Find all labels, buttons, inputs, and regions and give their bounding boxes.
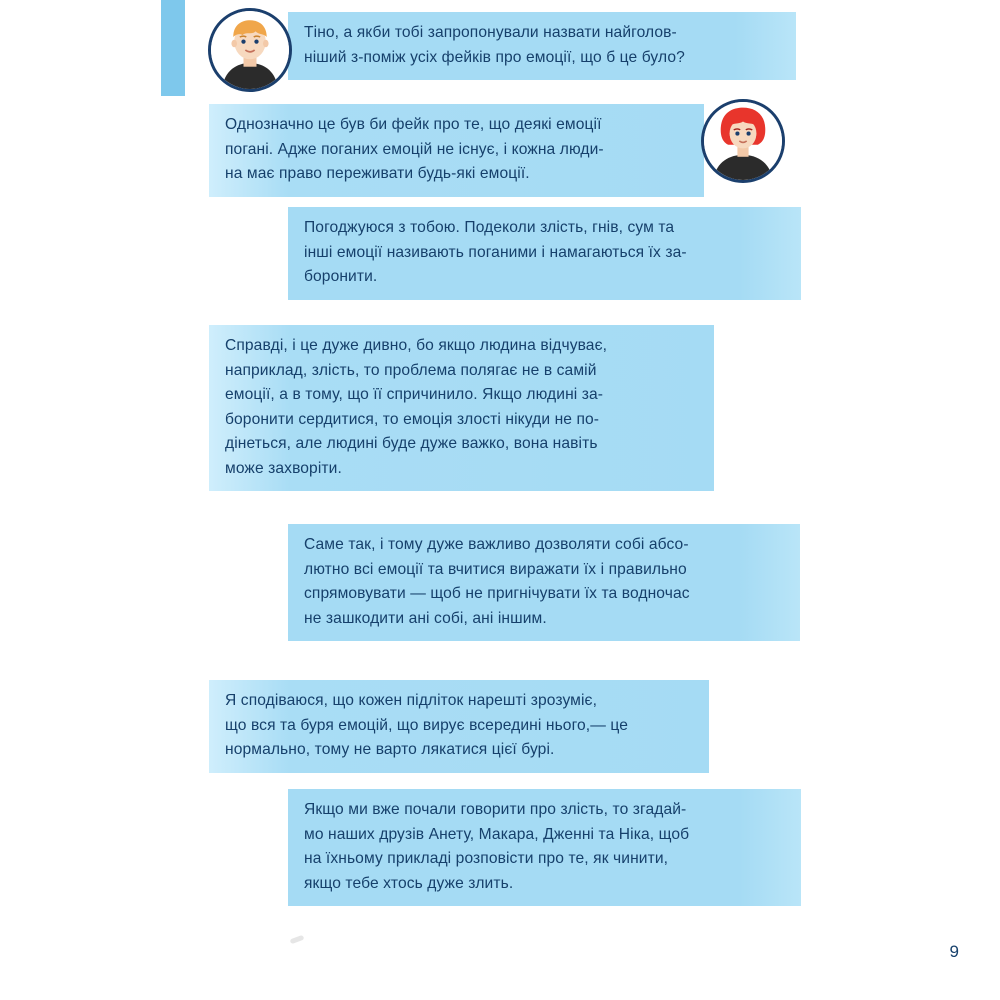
bubble-line: спрямовувати — щоб не пригнічувати їх та водночас: [304, 585, 690, 602]
chat-bubble-5: [288, 524, 800, 641]
bubble-line: дінеться, але людині буде дуже важко, вона навіть: [225, 435, 598, 452]
chat-bubble-6: [209, 680, 709, 773]
bubble-line: Саме так, і тому дуже важливо дозволяти собі абсо-: [304, 536, 689, 553]
bubble-line: що вся та буря емоцій, що вирує всередині нього,— це: [225, 716, 628, 734]
avatar-boy-illustration: [211, 11, 289, 89]
bubble-line: мо наших друзів Анету, Макара, Дженні та Ніка, щоб: [304, 825, 690, 843]
avatar-girl-illustration: [704, 102, 782, 180]
avatar-girl-red-hair: [701, 99, 785, 183]
bubble-line: Справді, і це дуже дивно, бо якщо людина відчуває,: [225, 337, 608, 354]
page-number: 9: [949, 942, 959, 961]
bubble-line: якщо тебе хтось дуже злить.: [304, 874, 514, 892]
pencil-smudge: [290, 935, 305, 944]
bubble-line: на їхньому прикладі розповісти про те, як чинити,: [304, 850, 669, 867]
page-edge-strip-top: [161, 0, 185, 96]
bubble-line: Погоджуюся з тобою. Подеколи злість, гнів, сум та: [304, 219, 675, 236]
page-edge-strip-body: [161, 96, 185, 1000]
bubble-line: лютно всі емоції та вчитися виражати їх і правильно: [304, 560, 687, 578]
bubble-line: інші емоції називають поганими і намагаються їх за-: [304, 243, 687, 261]
chat-bubble-1: [288, 12, 796, 80]
chat-bubble-3: [288, 207, 801, 300]
bubble-line: емоції, а в тому, що її спричинило. Якщо людині за-: [225, 386, 604, 403]
chat-bubble-7: [288, 789, 801, 906]
bubble-line: ніший з-поміж усіх фейків про емоції, що б це було?: [304, 48, 685, 66]
bubble-line: Тіно, а якби тобі запропонували назвати найголов-: [304, 24, 677, 41]
book-page: [185, 0, 1000, 1000]
bubble-line: Якщо ми вже почали говорити про злість, то згадай-: [304, 801, 687, 818]
chat-bubble-2: [209, 104, 704, 197]
bubble-line: не зашкодити ані собі, ані іншим.: [304, 609, 547, 627]
bubble-line: може захворіти.: [225, 459, 342, 477]
bubble-line: боронити сердитися, то емоція злості нікуди не по-: [225, 410, 600, 428]
bubble-line: погані. Адже поганих емоцій не існує, і кожна люди-: [225, 140, 604, 158]
chat-bubble-4: [209, 325, 714, 491]
bubble-line: Я сподіваюся, що кожен підліток нарешті зрозуміє,: [225, 692, 598, 709]
bubble-line: боронити.: [304, 268, 378, 285]
bubble-line: на має право переживати будь-які емоції.: [225, 165, 530, 182]
bubble-line: Однозначно це був би фейк про те, що деякі емоції: [225, 116, 602, 133]
bubble-line: нормально, тому не варто лякатися цієї бурі.: [225, 741, 555, 758]
avatar-tino-boy: [208, 8, 292, 92]
bubble-line: наприклад, злість, то проблема полягає не в самій: [225, 361, 597, 379]
